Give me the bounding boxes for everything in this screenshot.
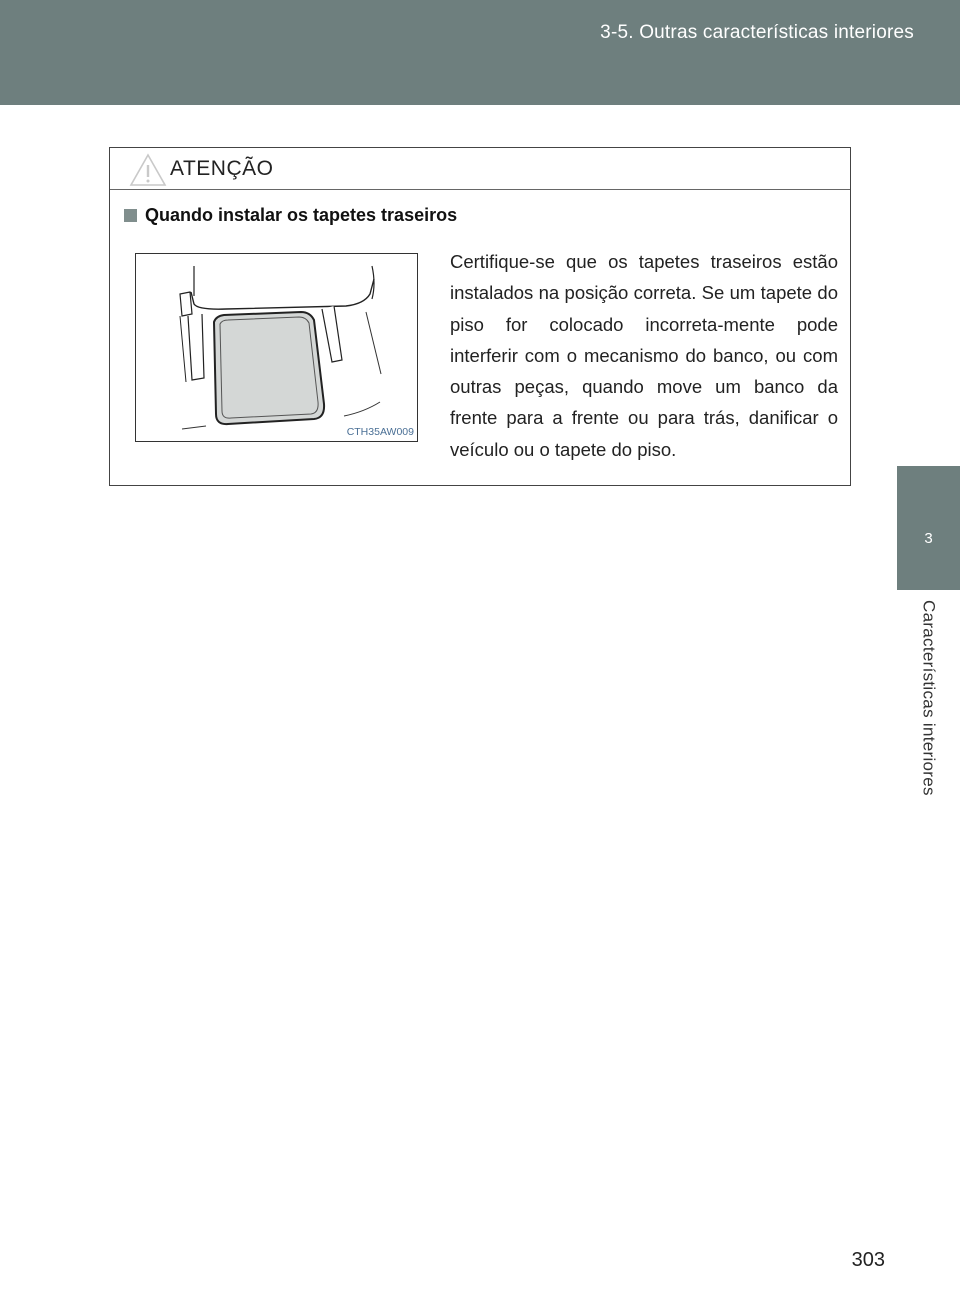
section-header-title: 3-5. Outras características interiores xyxy=(600,22,914,43)
section-heading xyxy=(124,205,457,226)
page-number: 303 xyxy=(851,1249,885,1271)
warning-triangle-icon xyxy=(128,152,168,188)
section-heading-text: Quando instalar os tapetes traseiros xyxy=(145,205,458,225)
figure-code: CTH35AW009 xyxy=(346,426,414,438)
chapter-label xyxy=(897,600,960,830)
caution-title: ATENÇÃO xyxy=(170,157,274,180)
caution-body-text: Certifique-se que os tapetes traseiros estão instalados na posição correta. Se um tapete do piso for colocado incorreta-mente pode interferir com o mecanismo do banco, ou com outras peças, quando move um banco da frente para a frente ou para trás, danificar o veículo ou o tapete do piso. xyxy=(450,251,838,460)
chapter-label-text: Características interiores xyxy=(919,600,939,796)
chapter-number: 3 xyxy=(924,530,933,547)
chapter-tab xyxy=(897,466,960,590)
rear-floor-mat-illustration xyxy=(135,253,418,442)
square-bullet-icon xyxy=(124,209,137,222)
floor-mat-drawing xyxy=(136,254,418,442)
caution-header xyxy=(110,148,850,190)
header-band xyxy=(0,0,960,105)
caution-box xyxy=(109,147,851,486)
